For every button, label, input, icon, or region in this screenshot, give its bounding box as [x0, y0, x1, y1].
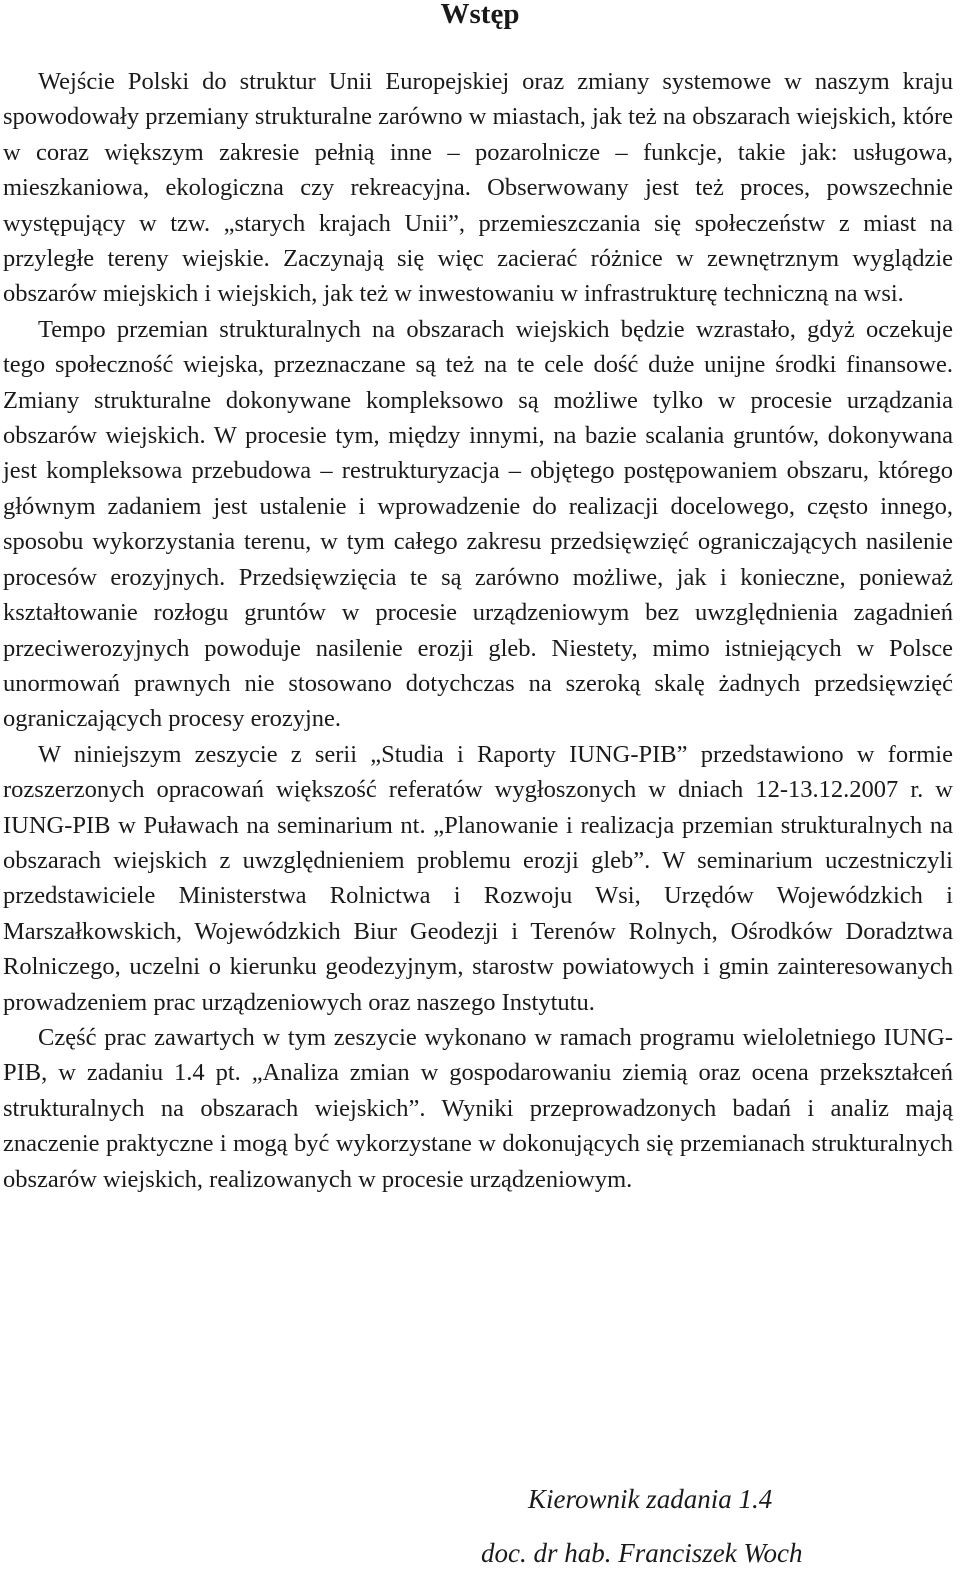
- paragraph: Część prac zawartych w tym zeszycie wykonano w ramach programu wieloletniego IUNG-PIB, w zadaniu 1.4 pt. „Analiza zmian w gospodarowaniu ziemią oraz ocena przekształceń strukturalnych na obszarach wiejskich”. Wyniki przeprowadzonych badań i analiz mają znaczenie praktyczne i mogą być wykorzystane w dokonujących się przemianach strukturalnych obszarów wiejskich, realizowanych w procesie urządzeniowym.: [3, 1023, 953, 1193]
- paragraph: Wejście Polski do struktur Unii Europejskiej oraz zmiany systemowe w naszym kraju spowodowały przemiany strukturalne zarówno w miastach, jak też na obszarach wiejskich, które w coraz większym zakresie pełnią inne – pozarolnicze – funkcje, takie jak: usługowa, mieszkaniowa, ekologiczna czy rekreacyjna. Obserwowany jest też proces, powszechnie występujący w tzw. „starych krajach Unii”, przemieszczania się społeczeństw z miast na przyległe tereny wiejskie. Zaczynają się więc zacierać różnice w zewnętrznym wyglądzie obszarów miejskich i wiejskich, jak też w inwestowaniu w infrastrukturę techniczną na wsi.: [3, 68, 953, 308]
- page-title: Wstęp: [440, 0, 520, 30]
- paragraph: W niniejszym zeszycie z serii „Studia i Raporty IUNG-PIB” przedstawiono w formie rozszerzonych opracowań większość referatów wygłoszonych w dniach 12-13.12.2007 r. w IUNG-PIB w Puławach na seminarium nt. „Planowanie i realizacja przemian strukturalnych na obszarach wiejskich z uwzględnieniem problemu erozji gleb”. W seminarium uczestniczyli przedstawiciele Ministerstwa Rolnictwa i Rozwoju Wsi, Urzędów Wojewódzkich i Marszałkowskich, Wojewódzkich Biur Geodezji i Terenów Rolnych, Ośrodków Doradztwa Rolniczego, uczelni o kierunku geodezyjnym, starostw powiatowych i gmin zainteresowanych prowadzeniem prac urządzeniowych oraz naszego Instytutu.: [3, 740, 953, 1016]
- signature-role: Kierownik zadania 1.4: [528, 1484, 773, 1514]
- body-text: [3, 64, 953, 1197]
- paragraph: Tempo przemian strukturalnych na obszarach wiejskich będzie wzrastało, gdyż oczekuje tego społeczność wiejska, przeznaczane są też na te cele dość duże unijne środki finansowe. Zmiany strukturalne dokonywane kompleksowo są możliwe tylko w procesie urządzania obszarów wiejskich. W procesie tym, między innymi, na bazie scalania gruntów, dokonywana jest kompleksowa przebudowa – restrukturyzacja – objętego postępowaniem obszaru, którego głównym zadaniem jest ustalenie i wprowadzenie do realizacji docelowego, często innego, sposobu wykorzystania terenu, w tym całego zakresu przedsięwzięć ograniczających nasilenie procesów erozyjnych. Przedsięwzięcia te są zarówno możliwe, jak i konieczne, ponieważ kształtowanie rozłogu gruntów w procesie urządzeniowym bez uwzględnienia zagadnień przeciwerozyjnych powoduje nasilenie erozji gleb. Niestety, mimo istniejących w Polsce unormowań prawnych nie stosowano dotychczas na szeroką skalę żadnych przedsięwzięć ograniczających procesy erozyjne.: [3, 315, 953, 733]
- signature-name: doc. dr hab. Franciszek Woch: [481, 1538, 803, 1568]
